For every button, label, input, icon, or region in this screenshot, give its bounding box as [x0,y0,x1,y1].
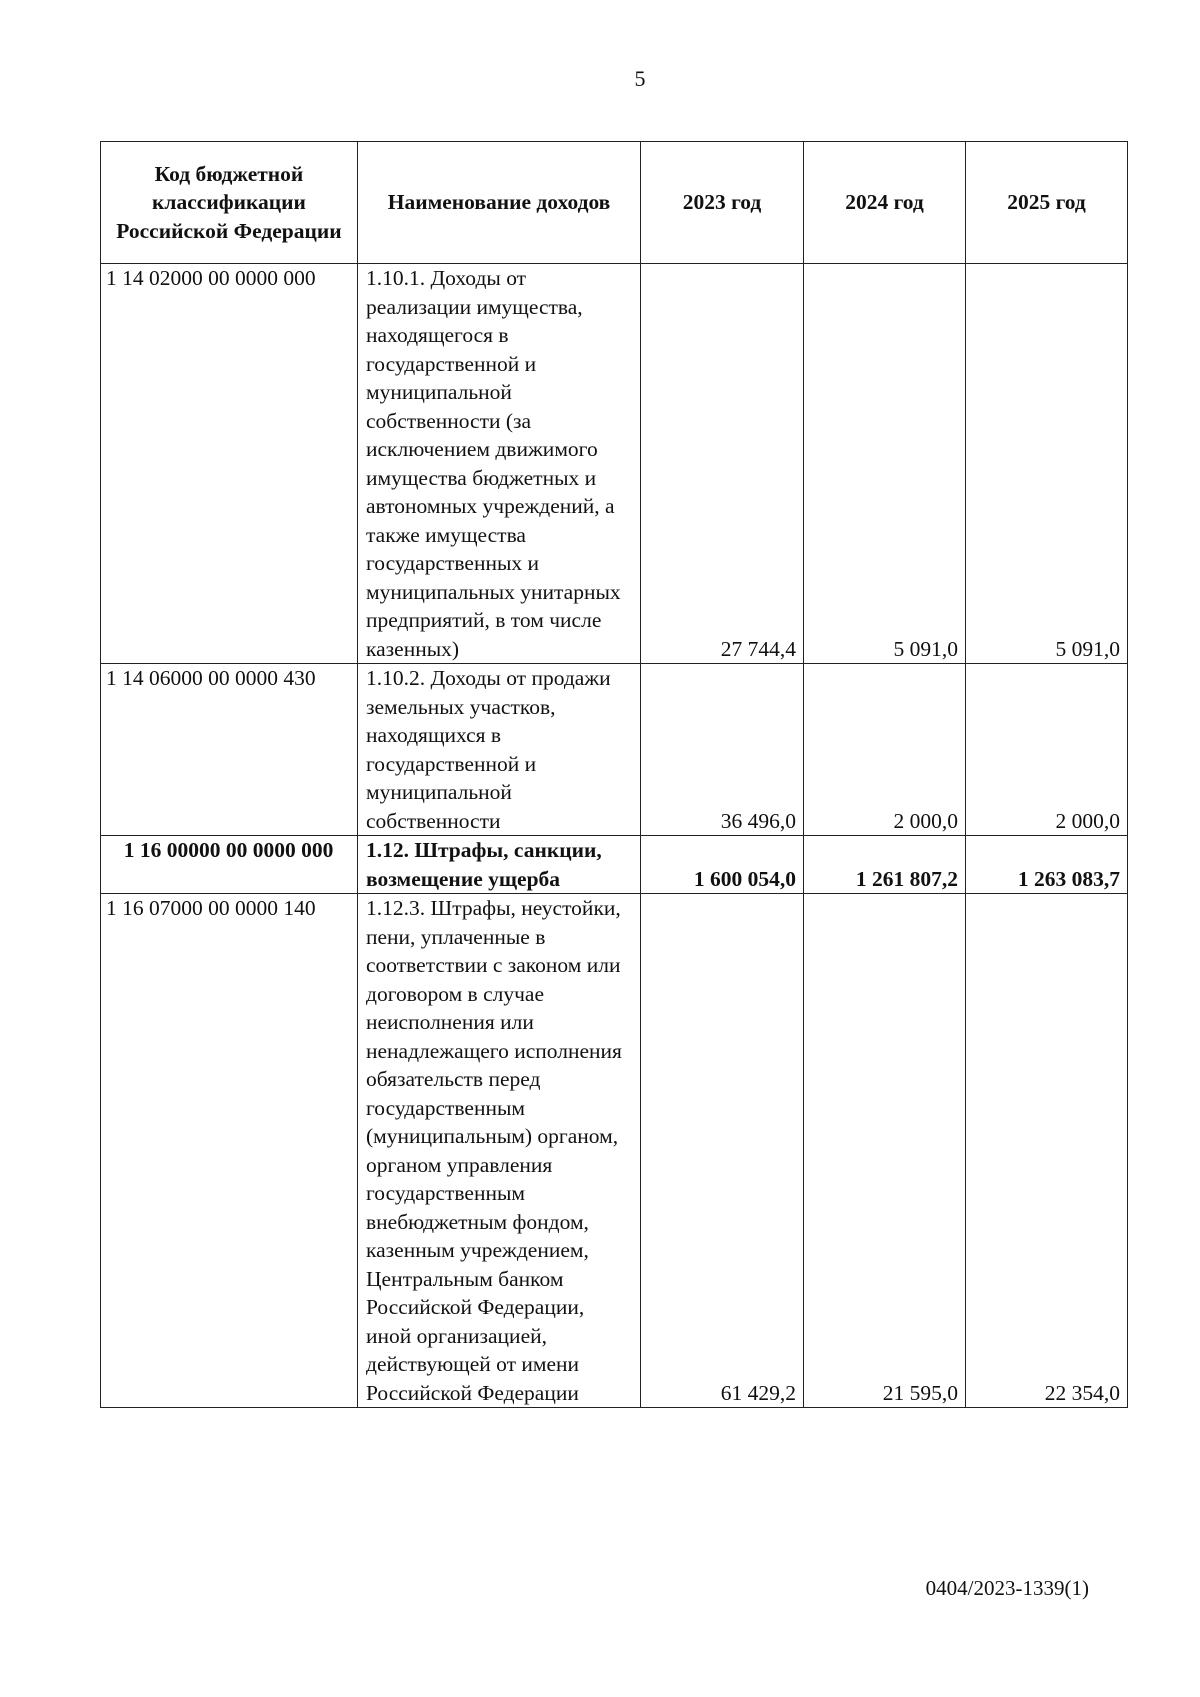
row-name: 1.10.1. Доходы от реализации имущества, находящегося в государственной и муниципальной собственности (за исключением движимого имущества бюджетных и автономных учреждений, а также имущества государственных и муниципальных унитарных предприятий, в том числе казенных) [358,264,641,664]
row-code: 1 14 06000 00 0000 430 [101,664,358,836]
row-value-2024: 21 595,0 [804,894,966,1408]
table-row [101,894,1128,1408]
row-value-2024: 1 261 807,2 [804,836,966,894]
row-value-2024: 2 000,0 [804,664,966,836]
row-value-2025: 1 263 083,7 [966,836,1128,894]
income-table [100,141,1128,1408]
header-name: Наименование доходов [358,142,641,264]
header-2023: 2023 год [641,142,804,264]
table-row [101,664,1128,836]
row-value-2025: 2 000,0 [966,664,1128,836]
table-row-section-total [101,836,1128,894]
row-code: 1 14 02000 00 0000 000 [101,264,358,664]
row-value-2024: 5 091,0 [804,264,966,664]
document-id: 0404/2023-1339(1) [925,1576,1089,1600]
row-value-2023: 1 600 054,0 [641,836,804,894]
row-value-2025: 22 354,0 [966,894,1128,1408]
row-name: 1.12. Штрафы, санкции, возмещение ущерба [358,836,641,894]
row-value-2023: 36 496,0 [641,664,804,836]
row-value-2023: 61 429,2 [641,894,804,1408]
table-row [101,264,1128,664]
row-code: 1 16 07000 00 0000 140 [101,894,358,1408]
header-2025: 2025 год [966,142,1128,264]
header-2024: 2024 год [804,142,966,264]
page-number: 5 [634,66,646,91]
row-name: 1.12.3. Штрафы, неустойки, пени, уплаченные в соответствии с законом или договором в случае неисполнения или ненадлежащего исполнения обязательств перед государственным (муниципальным) органом, органом управления государственным внебюджетным фондом, казенным учреждением, Центральным банком Российской Федерации, иной организацией, действующей от имени Российской Федерации [358,894,641,1408]
header-code: Код бюджетной классификации Российской Федерации [101,142,358,264]
row-value-2023: 27 744,4 [641,264,804,664]
row-name: 1.10.2. Доходы от продажи земельных участков, находящихся в государственной и муниципальной собственности [358,664,641,836]
table-header-row [101,142,1128,264]
row-code: 1 16 00000 00 0000 000 [101,836,358,894]
row-value-2025: 5 091,0 [966,264,1128,664]
